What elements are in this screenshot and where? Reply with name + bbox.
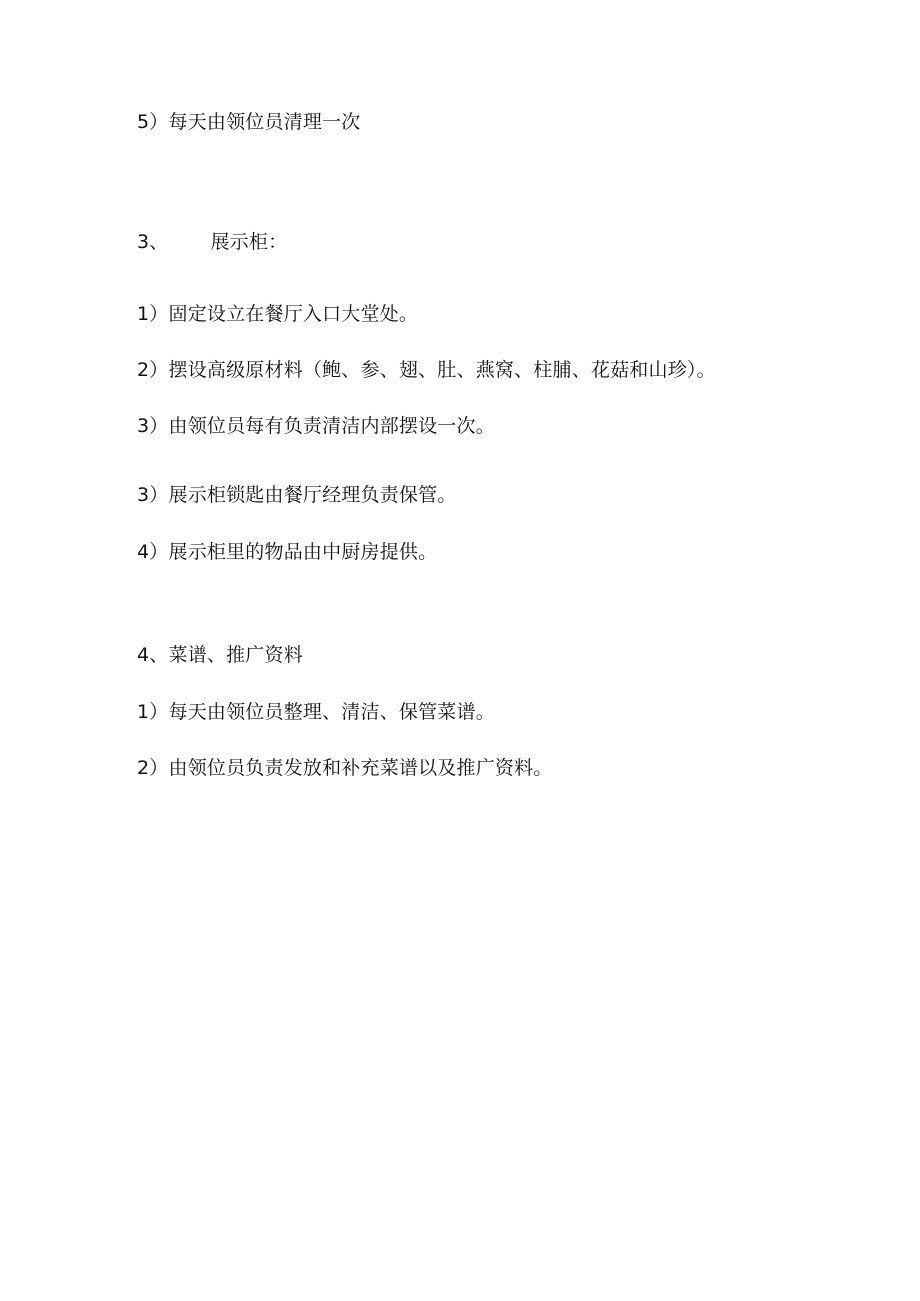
- list-item: 2）摆设高级原材料（鲍、参、翅、肚、燕窝、柱脯、花菇和山珍）。: [137, 359, 716, 381]
- list-item: 1）每天由领位员整理、清洁、保管菜谱。: [137, 701, 495, 723]
- section-heading: [137, 230, 287, 254]
- list-item: 3）由领位员每有负责清洁内部摆设一次。: [137, 415, 495, 437]
- section-heading: 4、菜谱、推广资料: [137, 644, 303, 666]
- list-item: 4）展示柜里的物品由中厨房提供。: [137, 541, 438, 563]
- list-item: 2）由领位员负责发放和补充菜谱以及推广资料。: [137, 757, 553, 779]
- list-item: 1）固定设立在餐厅入口大堂处。: [137, 303, 419, 325]
- list-item: 3）展示柜锁匙由餐厅经理负责保管。: [137, 484, 457, 506]
- list-item: 5）每天由领位员清理一次: [137, 111, 361, 133]
- section-title: 展示柜：: [210, 231, 288, 253]
- section-number: 3、: [137, 231, 169, 253]
